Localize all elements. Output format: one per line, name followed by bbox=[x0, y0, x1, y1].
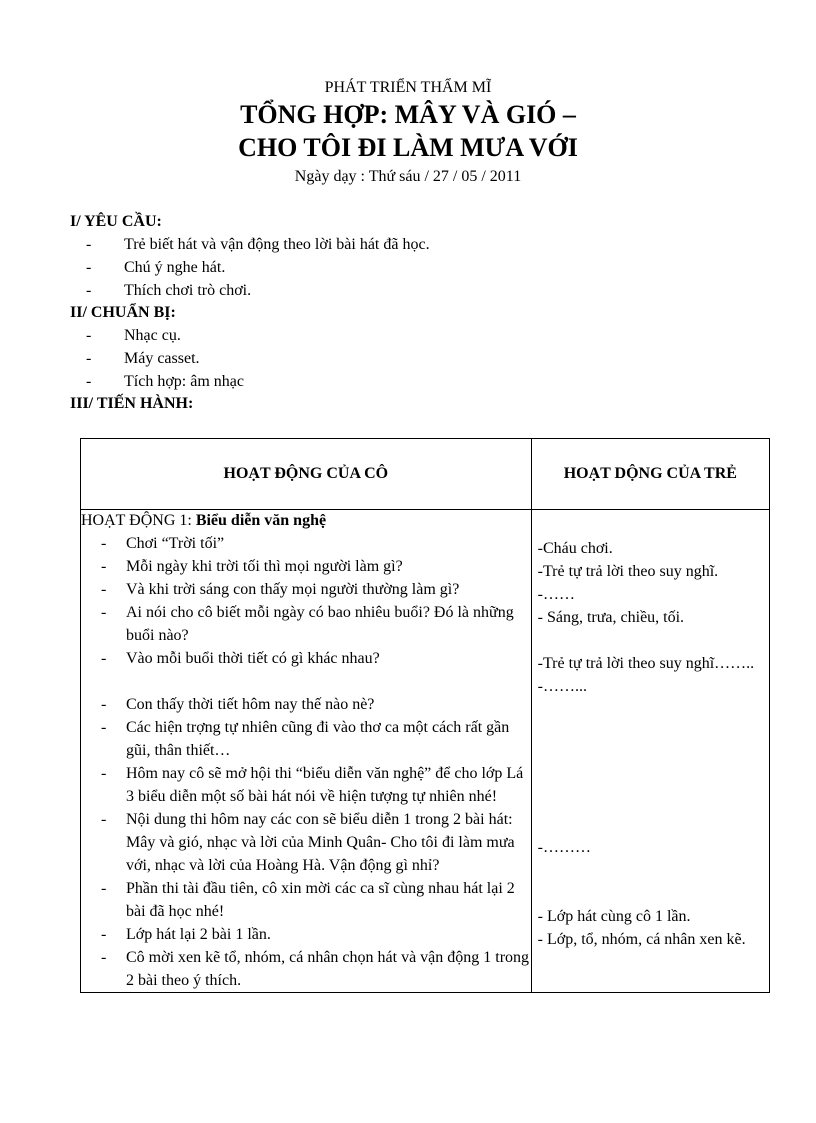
table-row bbox=[81, 510, 770, 993]
lesson-sections bbox=[70, 211, 770, 415]
list-item: - Hôm nay cô sẽ mở hội thi “biểu diễn văn nghệ” để cho lớp Lá 3 biểu diễn một số bài hát nói về hiện tượng tự nhiên nhé! bbox=[89, 762, 531, 808]
child-column-header: HOẠT DỘNG CỦA TRẺ bbox=[531, 439, 769, 510]
list-item: - Và khi trời sáng con thấy mọi người thường làm gì? bbox=[89, 578, 531, 601]
teaching-date: Ngày dạy : Thứ sáu / 27 / 05 / 2011 bbox=[294, 168, 522, 185]
list-item: -Trẻ tự trả lời theo suy nghĩ…….. bbox=[537, 655, 755, 672]
list-item: - Các hiện trợng tự nhiên cũng đi vào thơ ca một cách rất gần gũi, thân thiết… bbox=[89, 716, 531, 762]
activity-prefix: HOẠT ĐỘNG 1: bbox=[81, 512, 196, 529]
list-item: - Thích chơi trò chơi. bbox=[86, 279, 770, 302]
list-item: - Lớp, tổ, nhóm, cá nhân xen kẽ. bbox=[537, 931, 746, 948]
list-item: -Trẻ tự trả lời theo suy nghĩ. bbox=[537, 563, 719, 580]
list-item: - Nội dung thi hôm nay các con sẽ biểu diễn 1 trong 2 bài hát: Mây và gió, nhạc và lời của Minh Quân- Cho tôi đi làm mưa với, nhạc và lời của Hoàng Hà. Vận động gì nhỉ? bbox=[89, 808, 531, 877]
activity-title bbox=[81, 510, 531, 532]
list-item: - Con thấy thời tiết hôm nay thế nào nè? bbox=[89, 693, 531, 716]
list-item: - Chú ý nghe hát. bbox=[86, 256, 770, 279]
list-item: - Ai nói cho cô biết mỗi ngày có bao nhiêu buổi? Đó là những buổi nào? bbox=[89, 601, 531, 647]
child-activity-cell bbox=[531, 510, 769, 993]
teacher-steps-list bbox=[81, 532, 531, 992]
section-procedure-heading: III/ TIẾN HÀNH: bbox=[70, 395, 194, 412]
table-header-row bbox=[81, 439, 770, 510]
title-line-2: CHO TÔI ĐI LÀM MƯA VỚI bbox=[238, 133, 578, 162]
list-item: - Sáng, trưa, chiều, tối. bbox=[537, 609, 685, 626]
list-item: - Máy casset. bbox=[86, 347, 770, 370]
teacher-column-header: HOẠT ĐỘNG CỦA CÔ bbox=[81, 439, 532, 510]
section-preparation-heading: II/ CHUẨN BỊ: bbox=[70, 304, 176, 321]
preparation-list bbox=[70, 324, 770, 393]
subject-label: PHÁT TRIỂN THẨM MĨ bbox=[324, 79, 492, 96]
list-item: - Chơi “Trời tối” bbox=[89, 532, 531, 555]
list-item: - Mỗi ngày khi trời tối thì mọi người làm gì? bbox=[89, 555, 531, 578]
list-item: - Trẻ biết hát và vận động theo lời bài hát đã học. bbox=[86, 233, 770, 256]
list-item: -Cháu chơi. bbox=[537, 540, 613, 557]
activity-table bbox=[80, 438, 770, 993]
list-item: - Lớp hát lại 2 bài 1 lần. bbox=[89, 923, 531, 946]
list-item: -……… bbox=[537, 839, 591, 856]
section-requirements-heading: I/ YÊU CẦU: bbox=[70, 213, 162, 230]
list-item: - Tích hợp: âm nhạc bbox=[86, 370, 770, 393]
list-item: - Nhạc cụ. bbox=[86, 324, 770, 347]
list-item: -……... bbox=[537, 678, 587, 695]
title-line-1: TỔNG HỢP: MÂY VÀ GIÓ – bbox=[240, 100, 576, 129]
list-item: - Cô mời xen kẽ tổ, nhóm, cá nhân chọn hát và vận động 1 trong 2 bài theo ý thích. bbox=[89, 946, 531, 992]
list-item: - Lớp hát cùng cô 1 lần. bbox=[537, 908, 691, 925]
list-item: -…… bbox=[537, 586, 575, 603]
document-header bbox=[0, 78, 816, 188]
teacher-activity-cell bbox=[81, 510, 532, 993]
list-item: - Phần thi tài đầu tiên, cô xin mời các ca sĩ cùng nhau hát lại 2 bài đã học nhé! bbox=[89, 877, 531, 923]
list-item: - Vào mỗi buổi thời tiết có gì khác nhau? bbox=[89, 647, 531, 693]
requirements-list bbox=[70, 233, 770, 302]
activity-name: Biểu diễn văn nghệ bbox=[195, 512, 327, 529]
